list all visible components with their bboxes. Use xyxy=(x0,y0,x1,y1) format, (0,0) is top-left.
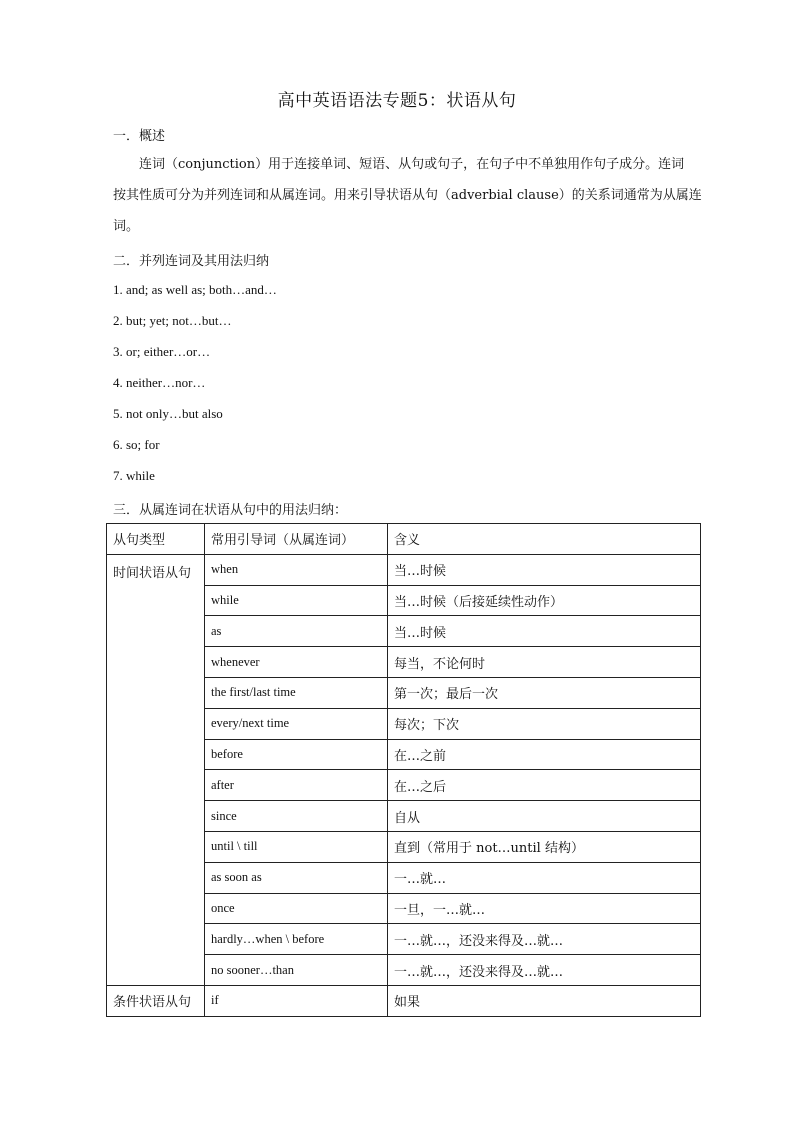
table-row xyxy=(107,985,701,1016)
conjunction-list-item: 3. or; either…or… xyxy=(113,344,211,359)
meaning-cell: 当…时候 xyxy=(388,554,701,585)
paragraph-line-3: 词。 xyxy=(113,219,140,234)
conjunction-list-item: 6. so; for xyxy=(113,437,160,452)
meaning-cell: 直到（常用于 not…until 结构） xyxy=(388,831,701,862)
section-3-heading: 三．从属连词在状语从句中的用法归纳： xyxy=(113,503,348,518)
meaning-cell: 一…就…，还没来得及…就… xyxy=(388,955,701,986)
table-row xyxy=(107,554,701,585)
section-2-heading: 二．并列连词及其用法归纳 xyxy=(113,254,270,269)
conjunction-cell: while xyxy=(205,585,388,616)
conjunction-list-item: 5. not only…but also xyxy=(113,406,223,421)
conjunction-cell: the first/last time xyxy=(205,677,388,708)
meaning-cell: 一…就… xyxy=(388,862,701,893)
page-title: 高中英语语法专题5：状语从句 xyxy=(277,91,517,111)
meaning-cell: 在…之后 xyxy=(388,770,701,801)
meaning-cell: 每当，不论何时 xyxy=(388,647,701,678)
meaning-cell: 第一次；最后一次 xyxy=(388,677,701,708)
meaning-cell: 当…时候 xyxy=(388,616,701,647)
conjunction-cell: if xyxy=(205,985,388,1016)
conjunction-cell: hardly…when \ before xyxy=(205,924,388,955)
section-1-heading: 一．概述 xyxy=(113,129,166,144)
conjunction-list-item: 4. neither…nor… xyxy=(113,375,206,390)
adverbial-clause-table xyxy=(106,523,701,1017)
conjunction-cell: whenever xyxy=(205,647,388,678)
conjunction-cell: before xyxy=(205,739,388,770)
clause-type-time: 时间状语从句 xyxy=(107,554,205,985)
conjunction-cell: when xyxy=(205,554,388,585)
meaning-cell: 一旦，一…就… xyxy=(388,893,701,924)
section-1-paragraph xyxy=(113,149,723,242)
header-meaning: 含义 xyxy=(388,524,701,555)
paragraph-line-2: 按其性质可分为并列连词和从属连词。用来引导状语从句（adverbial clause）的关系词通常为从属连 xyxy=(113,188,702,203)
meaning-cell: 当…时候（后接延续性动作） xyxy=(388,585,701,616)
header-clause-type: 从句类型 xyxy=(107,524,205,555)
meaning-cell: 如果 xyxy=(388,985,701,1016)
clause-type-condition: 条件状语从句 xyxy=(107,985,205,1016)
conjunction-list-item: 2. but; yet; not…but… xyxy=(113,313,232,328)
meaning-cell: 在…之前 xyxy=(388,739,701,770)
conjunction-cell: as soon as xyxy=(205,862,388,893)
conjunction-cell: since xyxy=(205,801,388,832)
conjunction-cell: no sooner…than xyxy=(205,955,388,986)
conjunction-cell: once xyxy=(205,893,388,924)
conjunction-cell: every/next time xyxy=(205,708,388,739)
paragraph-line-1: 连词（conjunction）用于连接单词、短语、从句或句子，在句子中不单独用作句子成分。连词 xyxy=(139,157,685,172)
conjunction-list-item: 7. while xyxy=(113,468,155,483)
meaning-cell: 每次；下次 xyxy=(388,708,701,739)
meaning-cell: 一…就…，还没来得及…就… xyxy=(388,924,701,955)
meaning-cell: 自从 xyxy=(388,801,701,832)
conjunction-cell: after xyxy=(205,770,388,801)
conjunction-list-item: 1. and; as well as; both…and… xyxy=(113,282,277,297)
conjunction-cell: as xyxy=(205,616,388,647)
header-conjunction: 常用引导词（从属连词） xyxy=(205,524,388,555)
conjunction-cell: until \ till xyxy=(205,831,388,862)
table-header-row xyxy=(107,524,701,555)
